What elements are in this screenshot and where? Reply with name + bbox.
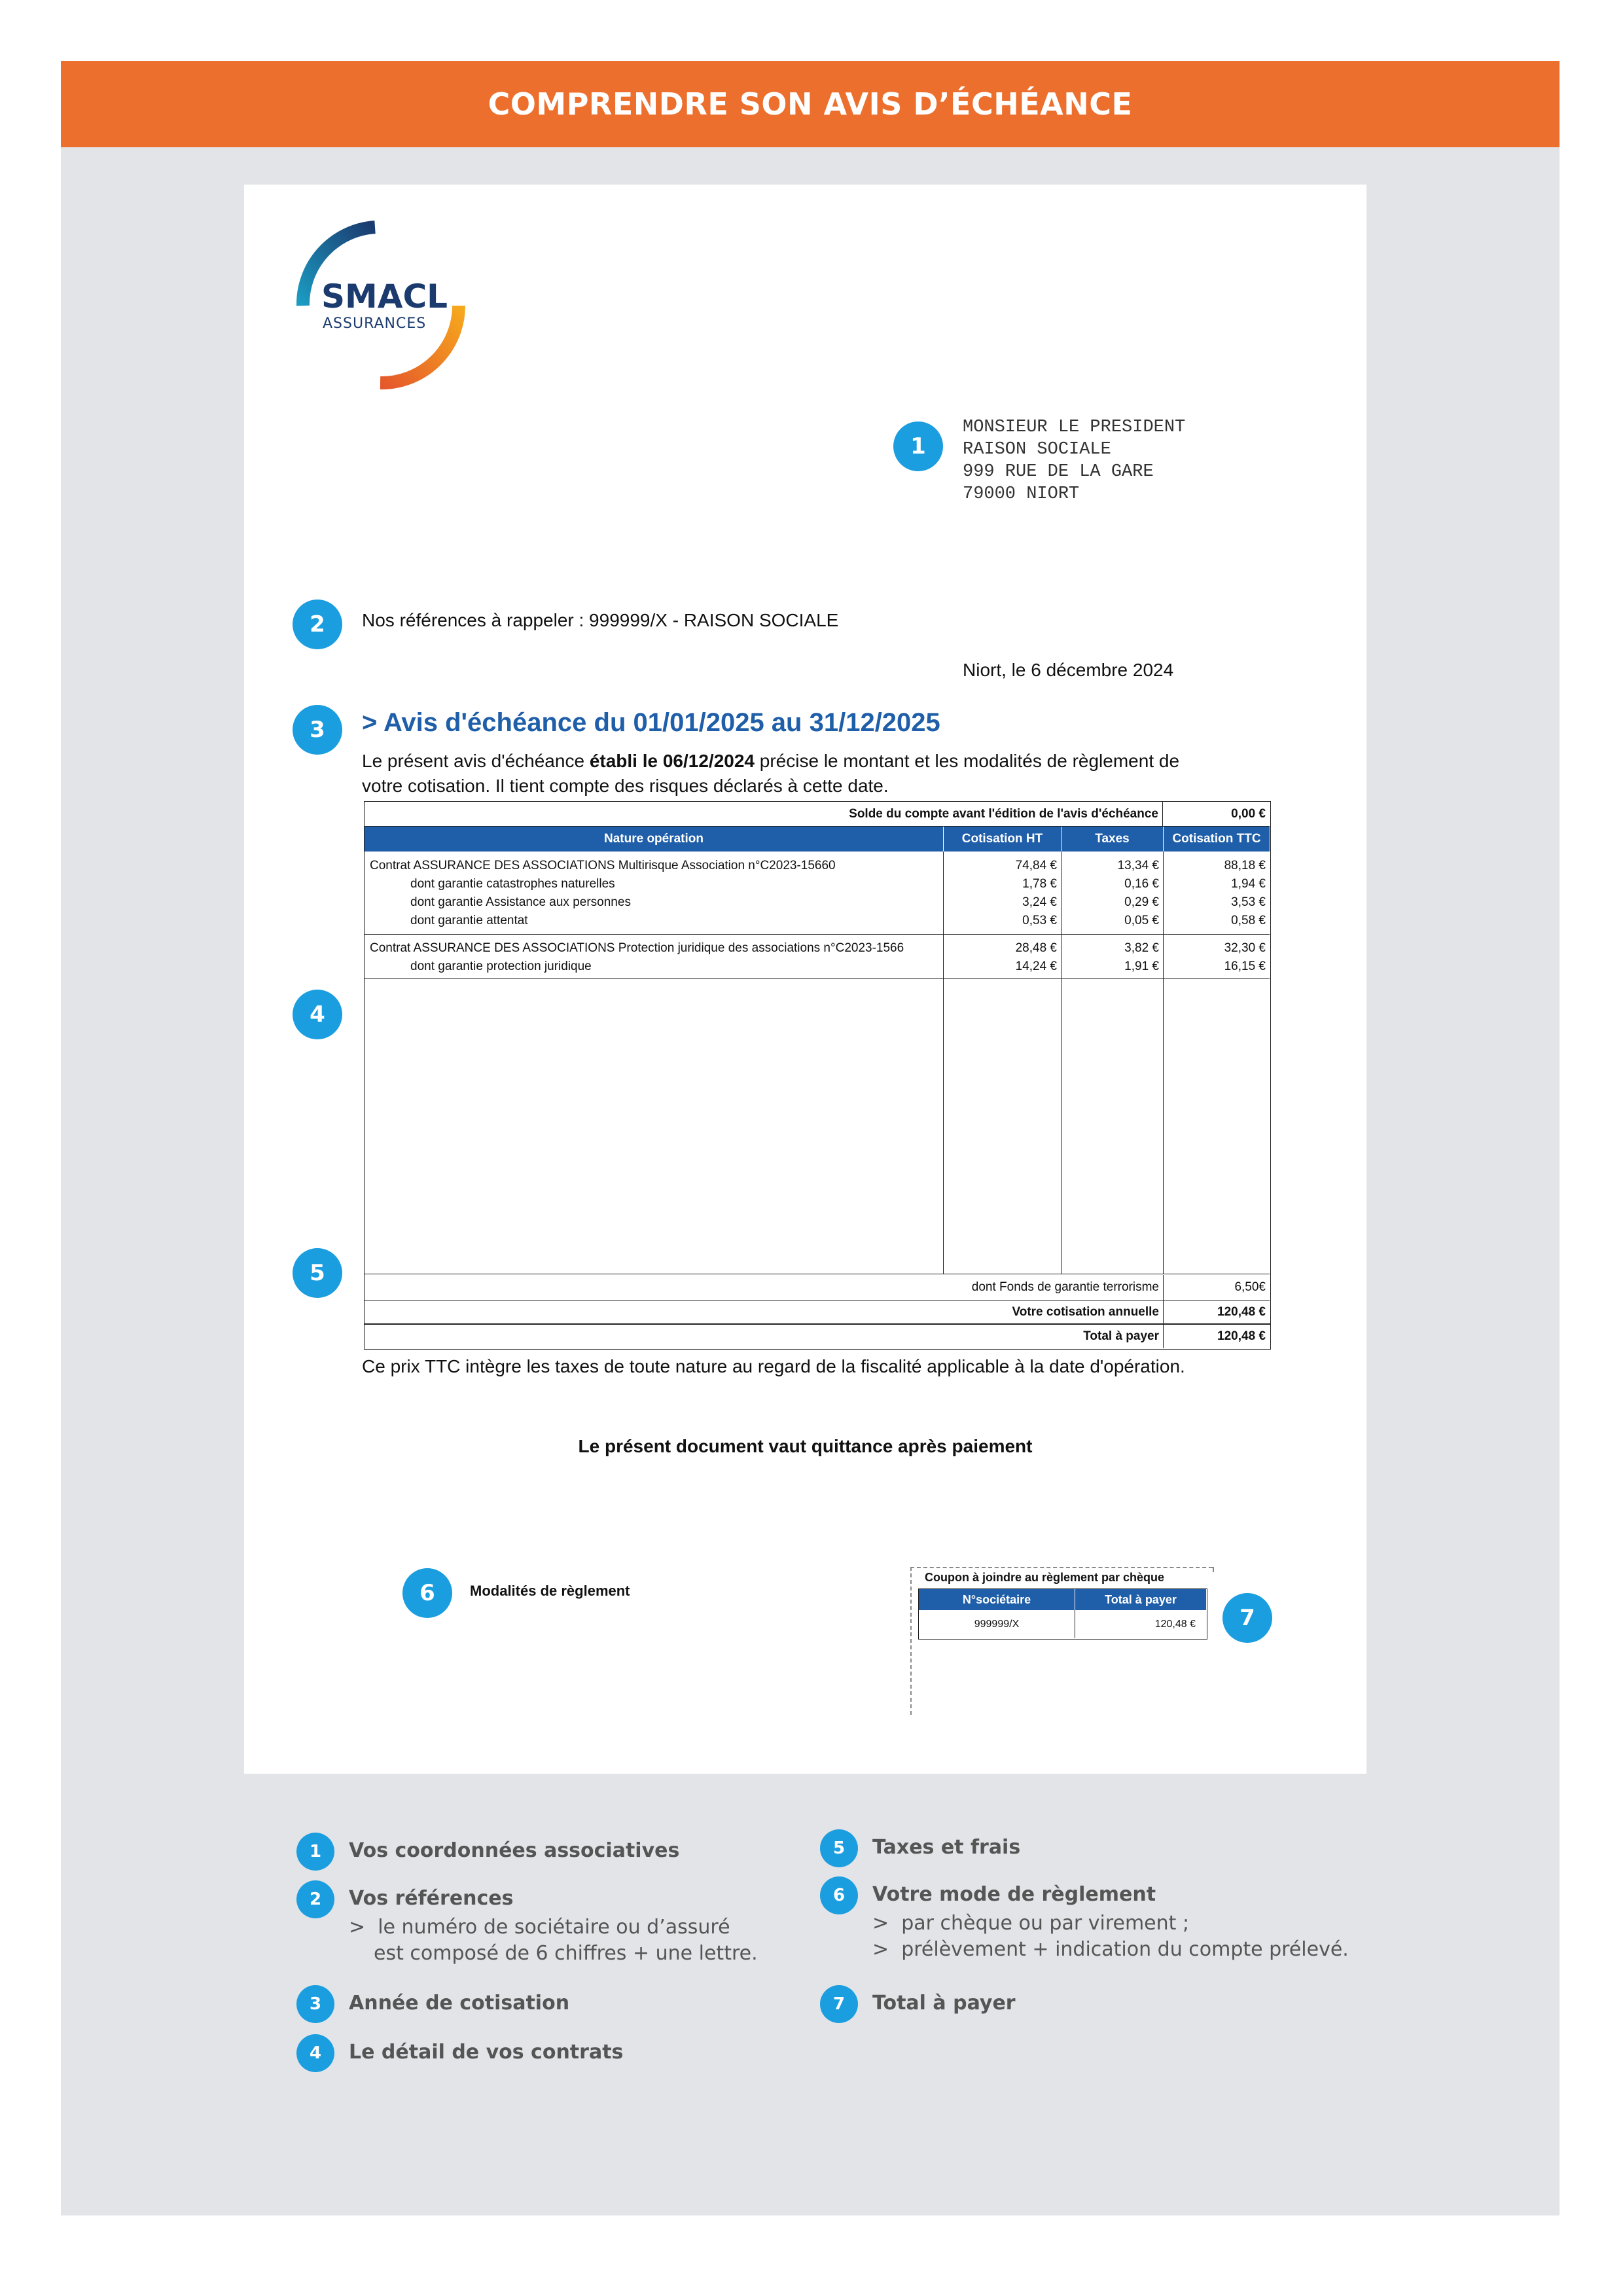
badge-2: 2 <box>293 600 342 649</box>
badge-4: 4 <box>293 990 342 1039</box>
legend-badge-5: 5 <box>820 1829 858 1867</box>
logo-name: SMACL <box>321 278 448 315</box>
legend-badge-1: 1 <box>296 1833 334 1871</box>
solde-label: Solde du compte avant l'édition de l'avis d'échéance <box>365 802 1163 827</box>
smacl-logo <box>290 217 473 401</box>
banner-title: COMPRENDRE SON AVIS D’ÉCHÉANCE <box>488 86 1133 122</box>
header-banner <box>61 61 1560 147</box>
contract-group-multirisque <box>365 857 1270 930</box>
table-row: dont garantie protection juridique 14,24 € 1,91 € 16,15 € <box>410 960 1266 973</box>
date-line: Niort, le 6 décembre 2024 <box>963 660 1174 680</box>
row-divider <box>365 934 1270 935</box>
row-divider <box>365 978 1270 979</box>
annual-value: 120,48 € <box>1163 1300 1270 1324</box>
legend-badge-4: 4 <box>296 2034 334 2072</box>
col-header-ttc: Cotisation TTC <box>1163 827 1270 852</box>
coupon-title: Coupon à joindre au règlement par chèque <box>925 1571 1165 1584</box>
total-label: Total à payer <box>1083 1329 1159 1343</box>
col-header-taxes: Taxes <box>1061 827 1163 852</box>
intro-paragraph: Le présent avis d'échéance établi le 06/12/2024 précise le montant et les modalités de règlement de votre cotisation. Il tient compte des risques déclarés à cette date. <box>362 751 1180 796</box>
col-header-ht: Cotisation HT <box>943 827 1061 852</box>
table-row: dont garantie attentat 0,53 € 0,05 € 0,58 € <box>410 914 1266 927</box>
annual-label: Votre cotisation annuelle <box>1012 1305 1159 1319</box>
badge-5: 5 <box>293 1248 342 1298</box>
coupon-header-societaire: N°sociétaire <box>919 1589 1075 1610</box>
badge-7: 7 <box>1222 1593 1272 1643</box>
coupon-societaire-value: 999999/X <box>974 1618 1020 1630</box>
quittance-notice: Le présent document vaut quittance après paiement <box>578 1436 1033 1456</box>
table-row: Contrat ASSURANCE DES ASSOCIATIONS Protection juridique des associations n°C2023-1566 28,48 € 3,82 € 32,30 € <box>370 941 1266 955</box>
notice-heading: > Avis d'échéance du 01/01/2025 au 31/12/2025 <box>362 708 940 737</box>
total-value: 120,48 € <box>1163 1324 1270 1348</box>
operations-table <box>364 801 1271 1325</box>
badge-6: 6 <box>402 1568 452 1618</box>
contract-group-protection <box>365 939 1270 976</box>
col-header-nature: Nature opération <box>365 827 943 852</box>
legend-badge-2: 2 <box>296 1880 334 1918</box>
legend-badge-6: 6 <box>820 1876 858 1914</box>
address-line: MONSIEUR LE PRESIDENT <box>963 418 1186 437</box>
issue-date: établi le 06/12/2024 <box>589 751 755 771</box>
logo-subtitle: ASSURANCES <box>323 315 427 332</box>
references-line: Nos références à rappeler : 999999/X - RAISON SOCIALE <box>362 610 839 630</box>
table-row: dont garantie catastrophes naturelles 1,78 € 0,16 € 1,94 € <box>410 877 1266 891</box>
coupon-table <box>918 1588 1207 1640</box>
solde-value: 0,00 € <box>1163 802 1270 827</box>
legend-badge-3: 3 <box>296 1985 334 2023</box>
table-row: Contrat ASSURANCE DES ASSOCIATIONS Multirisque Association n°C2023-15660 74,84 € 13,34 € 88,18 € <box>370 859 1266 872</box>
badge-1: 1 <box>893 422 943 471</box>
address-line: 999 RUE DE LA GARE <box>963 462 1154 482</box>
coupon-total-value: 120,48 € <box>1154 1618 1196 1630</box>
fonds-value: 6,50€ <box>1163 1275 1270 1300</box>
coupon-corner <box>1213 1567 1214 1572</box>
ttc-note: Ce prix TTC intègre les taxes de toute nature au regard de la fiscalité applicable à la date d'opération. <box>362 1356 1185 1376</box>
modalites-label: Modalités de règlement <box>470 1583 630 1599</box>
recipient-address <box>963 416 1185 505</box>
address-line: RAISON SOCIALE <box>963 440 1111 459</box>
address-line: 79000 NIORT <box>963 484 1080 504</box>
invoice-document <box>244 185 1366 1774</box>
badge-3: 3 <box>293 705 342 755</box>
table-row: dont garantie Assistance aux personnes 3,24 € 0,29 € 3,53 € <box>410 895 1266 909</box>
fonds-label: dont Fonds de garantie terrorisme <box>971 1280 1159 1294</box>
total-row <box>364 1323 1271 1350</box>
legend-badge-7: 7 <box>820 1985 858 2023</box>
coupon-header-total: Total à payer <box>1075 1589 1206 1610</box>
